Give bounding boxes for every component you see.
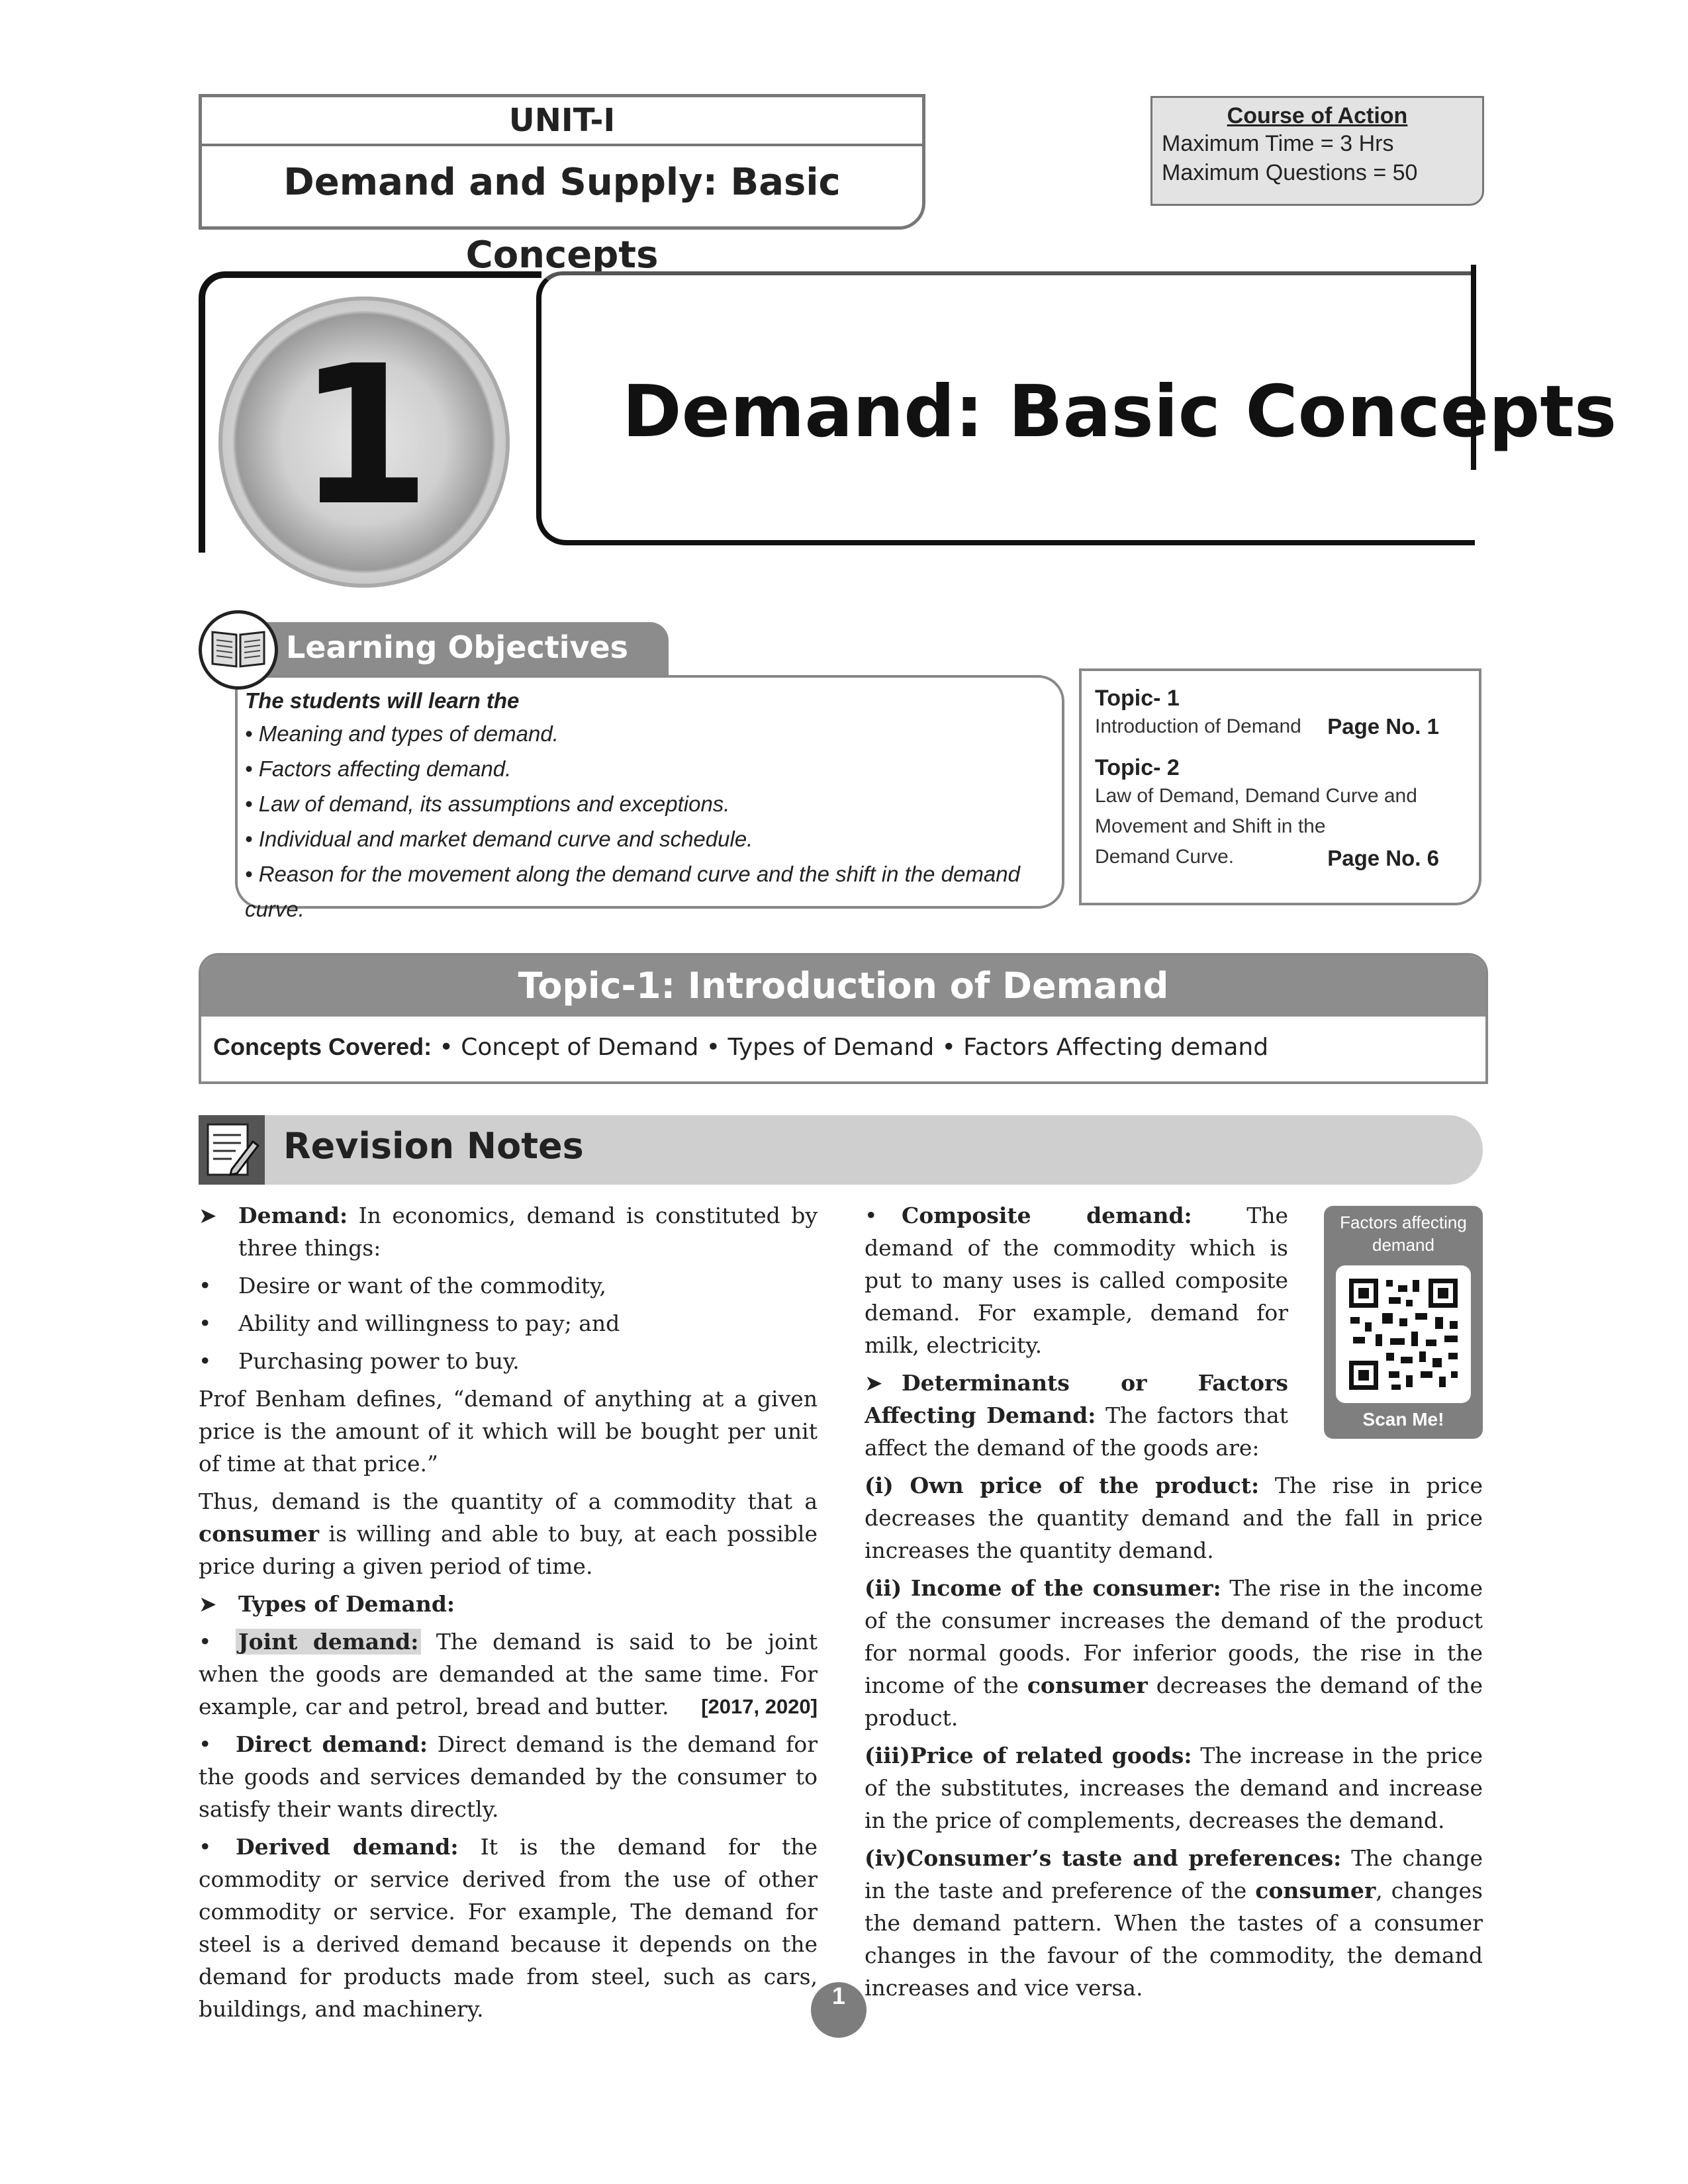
bullet-icon: • — [865, 1203, 878, 1228]
joint-demand-term: Joint demand: — [236, 1629, 421, 1655]
notes-pencil-icon — [199, 1115, 265, 1185]
factor-term: (iii)Price of related goods: — [865, 1743, 1192, 1768]
bullet-icon: • — [199, 1731, 212, 1757]
factor-text: decreases the demand of the product. — [865, 1672, 1483, 1731]
direct-demand-term: Direct demand: — [236, 1731, 428, 1757]
topic-1-page[interactable]: Page No. 1 — [1327, 714, 1439, 739]
chapter-title: Demand: Basic Concepts — [622, 371, 1617, 453]
year-tag: [2017, 2020] — [701, 1695, 818, 1718]
benham-definition: Prof Benham defines, “demand of anything at a given price is the amount of it which will be bought per unit of time at that price.” — [199, 1386, 818, 1477]
types-heading — [199, 1588, 818, 1620]
concepts-covered-list: • Concept of Demand • Types of Demand • Factors Affecting demand — [439, 1034, 1269, 1061]
bullet-icon: • — [199, 1310, 212, 1336]
objective-item: • Law of demand, its assumptions and exceptions. — [245, 792, 730, 816]
unit-title: Demand and Supply: Basic Concepts — [283, 161, 841, 277]
direct-demand-paragraph — [199, 1728, 818, 1825]
qr-scan-label[interactable]: Scan Me! — [1362, 1409, 1444, 1430]
topic-1-description: Introduction of Demand — [1095, 715, 1301, 737]
derived-demand-term: Derived demand: — [236, 1834, 459, 1860]
consumer-term: consumer — [1027, 1672, 1148, 1698]
composite-demand-paragraph — [865, 1199, 1288, 1361]
bullet-icon: • — [199, 1348, 212, 1374]
revision-notes-title: Revision Notes — [283, 1125, 584, 1167]
book-icon — [199, 610, 278, 690]
demand-item: Ability and willingness to pay; and — [238, 1310, 620, 1336]
bullet-icon: • — [199, 1834, 212, 1860]
concepts-covered-label: Concepts Covered: — [213, 1033, 432, 1060]
objective-item: • Reason for the movement along the demand curve and the shift in the demand curve. — [245, 862, 1020, 921]
objective-item: • Meaning and types of demand. — [245, 721, 559, 746]
factor-text: The increase in the price of the substitutes, increases the demand and increase in the price of complements, decreases the demand. — [865, 1743, 1483, 1833]
arrow-bullet-icon: ➤ — [199, 1203, 217, 1228]
learning-objectives-title: Learning Objectives — [286, 629, 629, 665]
types-heading-text: Types of Demand: — [238, 1591, 455, 1617]
max-questions: Maximum Questions = 50 — [1162, 160, 1418, 185]
direct-demand-text: Direct demand is the demand for the goods and services demanded by the consumer to satisfy their wants directly. — [199, 1731, 818, 1822]
topic-2-page[interactable]: Page No. 6 — [1327, 846, 1439, 870]
derived-demand-paragraph — [199, 1831, 818, 2025]
arrow-bullet-icon: ➤ — [865, 1370, 883, 1396]
factor-term: (i) Own price of the product: — [865, 1473, 1260, 1498]
demand-text: In economics, demand is constituted by three things: — [238, 1203, 818, 1261]
topics-index-box — [1079, 668, 1481, 905]
factor-text: The rise in price decreases the quantity demand and the fall in price increases the quantity demand. — [865, 1473, 1483, 1563]
demand-item: Purchasing power to buy. — [238, 1348, 520, 1374]
demand-item: Desire or want of the commodity, — [238, 1273, 606, 1298]
unit-label: UNIT-I — [202, 97, 922, 146]
course-of-action-box — [1150, 96, 1484, 206]
topic-2-heading: Topic- 2 — [1095, 755, 1180, 780]
factor-item — [865, 1842, 1483, 2004]
list-item — [199, 1345, 818, 1377]
determinants-term: Determinants or Factors Affecting Demand: — [865, 1370, 1288, 1428]
qr-label: Factors affecting demand — [1340, 1212, 1467, 1255]
thus-text: is willing and able to buy, at each possible price during a given period of time. — [199, 1521, 818, 1579]
factor-text: The rise in the income of the consumer increases the demand of the product for normal goods. For inferior goods, the rise in the income of the — [865, 1575, 1483, 1698]
derived-demand-text: It is the demand for the commodity or service derived from the use of other commodity or service. For example, The demand for steel is a derived demand because it depends on the demand for products made from steel, such as cars, buildings, and machinery. — [199, 1834, 818, 2022]
factor-term: (iv)Consumer’s taste and preferences: — [865, 1845, 1342, 1871]
topic-1-heading: Topic- 1 — [1095, 686, 1180, 711]
determinants-text: The factors that affect the demand of the goods are: — [865, 1402, 1288, 1461]
composite-demand-term: Composite demand: — [902, 1203, 1192, 1228]
max-time: Maximum Time = 3 Hrs — [1162, 131, 1394, 156]
course-of-action-title: Course of Action — [1227, 103, 1408, 128]
bullet-icon: • — [199, 1273, 212, 1298]
factor-term: (ii) Income of the consumer: — [865, 1575, 1221, 1601]
bullet-icon: • — [199, 1629, 212, 1655]
objective-item: • Factors affecting demand. — [245, 756, 512, 781]
list-item — [199, 1269, 818, 1302]
factor-text: The change in the taste and preference of the — [865, 1845, 1483, 1903]
determinants-paragraph — [865, 1367, 1288, 1464]
composite-demand-text: The demand of the commodity which is put to many uses is called composite demand. For example, demand for milk, electricity. — [865, 1203, 1288, 1358]
topic-2-description-line: Law of Demand, Demand Curve and — [1095, 785, 1417, 807]
consumer-term: consumer — [199, 1521, 319, 1547]
right-column-top — [865, 1199, 1288, 1464]
objective-item: • Individual and market demand curve and schedule. — [245, 827, 753, 851]
concepts-covered — [201, 1017, 1485, 1078]
topic-banner-title: Topic-1: Introduction of Demand — [201, 956, 1485, 1017]
factor-item — [865, 1572, 1483, 1734]
factor-item — [865, 1739, 1483, 1837]
left-column — [199, 1199, 818, 2030]
unit-header — [199, 94, 925, 277]
qr-code-icon[interactable] — [1336, 1265, 1471, 1403]
arrow-bullet-icon: ➤ — [199, 1591, 217, 1617]
topic-banner — [199, 953, 1488, 1084]
topic-2-description-line: Demand Curve. — [1095, 846, 1235, 868]
factor-item — [865, 1469, 1483, 1567]
learning-objectives-intro: The students will learn the — [245, 688, 520, 713]
topic-2-description-line: Movement and Shift in the — [1095, 815, 1326, 837]
chapter-number: 1 — [297, 325, 431, 548]
demand-paragraph — [199, 1199, 818, 1264]
thus-text: Thus, demand is the quantity of a commodity that a — [199, 1488, 818, 1514]
demand-term: Demand: — [238, 1203, 348, 1228]
thus-paragraph — [199, 1485, 818, 1582]
joint-demand-text: The demand is said to be joint when the goods are demanded at the same time. For example, car and petrol, bread and butter. — [199, 1629, 818, 1719]
consumer-term: consumer — [1255, 1878, 1376, 1903]
learning-objectives-list — [245, 688, 1053, 927]
page-number: 1 — [811, 1982, 867, 2038]
list-item — [199, 1307, 818, 1340]
factor-text: , changes the demand pattern. When the tastes of a consumer changes in the favour of the commodity, the demand increases and vice versa. — [865, 1878, 1483, 2001]
